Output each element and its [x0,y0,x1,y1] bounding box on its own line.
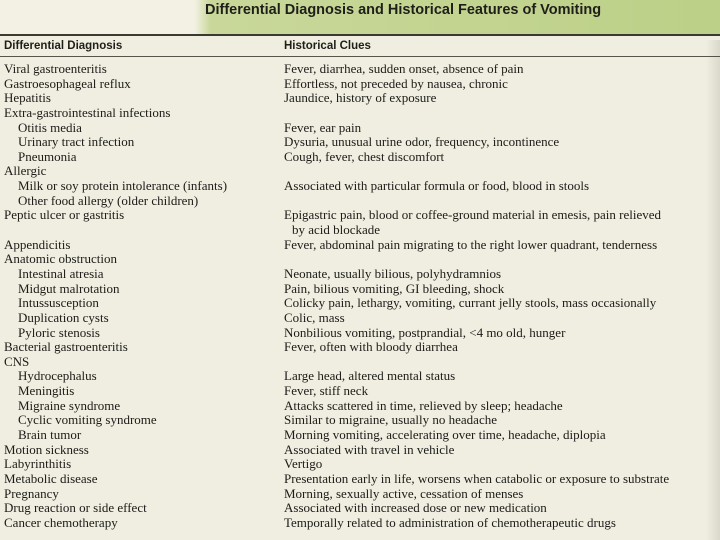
diagnosis-cell: Intestinal atresia [18,265,104,281]
table-row [0,150,720,165]
table-row [0,106,720,121]
table-row [0,516,720,531]
diagnosis-cell: Brain tumor [18,427,82,443]
clues-cell: Pain, bilious vomiting, GI bleeding, shock [284,280,505,296]
table-row [0,326,720,341]
table-row [0,296,720,311]
clues-cell: Jaundice, history of exposure [284,90,437,106]
diagnosis-cell: Anatomic obstruction [4,251,118,267]
diagnosis-cell: Intussusception [18,295,99,311]
clues-cell: Associated with increased dose or new medication [284,500,547,516]
clues-cell: Fever, stiff neck [284,383,369,399]
diagnosis-cell: Motion sickness [4,441,89,457]
table-row [0,77,720,92]
table-row [0,194,720,209]
diagnosis-cell: Viral gastroenteritis [4,61,107,76]
table-row [0,355,720,370]
diagnosis-cell: Appendicitis [4,236,71,252]
diagnosis-cell: Allergic [4,163,47,179]
diagnosis-cell: Milk or soy protein intolerance (infants) [18,178,228,194]
clues-cell: Morning vomiting, accelerating over time, headache, diplopia [284,427,606,443]
table-row [0,91,720,106]
table-row [0,135,720,150]
diagnosis-cell: Labyrinthitis [4,456,72,472]
table-row [0,487,720,502]
diagnosis-cell: Peptic ulcer or gastritis [4,207,125,223]
clues-cell: Vertigo [284,456,323,472]
table-row [0,457,720,472]
table-row [0,179,720,194]
clues-cell: Associated with travel in vehicle [284,441,455,457]
table-row [0,369,720,384]
table-row [0,223,720,238]
diagnosis-cell: Pregnancy [4,485,59,501]
table-row [0,121,720,136]
clues-cell: Dysuria, unusual urine odor, frequency, incontinence [284,134,560,150]
diagnosis-cell: Drug reaction or side effect [4,500,147,516]
column-header-rule [0,56,720,57]
diagnosis-cell: Duplication cysts [18,309,109,325]
diagnosis-cell: Hydrocephalus [18,368,97,384]
table-row [0,267,720,282]
clues-cell: Cough, fever, chest discomfort [284,148,445,164]
table-row [0,164,720,179]
diagnosis-cell: Other food allergy (older children) [18,192,199,208]
diagnosis-cell: Metabolic disease [4,470,98,486]
clues-cell: Effortless, not preceded by nausea, chronic [284,75,508,91]
clues-cell: Nonbilious vomiting, postprandial, <4 mo old, hunger [284,324,566,340]
column-header-diagnosis: Differential Diagnosis [4,40,123,52]
clues-cell: Fever, abdominal pain migrating to the right lower quadrant, tenderness [284,236,658,252]
table-row [0,62,720,77]
clues-cell: Temporally related to administration of chemotherapeutic drugs [284,514,616,530]
diagnosis-cell: Gastroesophageal reflux [4,75,131,91]
clues-cell: Colic, mass [284,309,345,325]
clues-cell: Fever, often with bloody diarrhea [284,339,458,355]
diagnosis-cell: Cyclic vomiting syndrome [18,412,157,428]
table-row [0,428,720,443]
table-row [0,311,720,326]
clues-cell: Neonate, usually bilious, polyhydramnios [284,265,502,281]
diagnosis-cell: Bacterial gastroenteritis [4,339,128,355]
table-row [0,282,720,297]
diagnosis-cell: Urinary tract infection [18,134,135,150]
table-row [0,384,720,399]
diagnosis-cell: Meningitis [18,383,75,399]
clues-cell: Colicky pain, lethargy, vomiting, currant jelly stools, mass occasionally [284,295,657,311]
diagnosis-cell: Hepatitis [4,90,51,106]
clues-cell: Fever, ear pain [284,119,362,135]
diagnosis-cell: Midgut malrotation [18,280,120,296]
clues-cell: Fever, diarrhea, sudden onset, absence of pain [284,61,524,76]
table-row [0,252,720,267]
diagnosis-cell: CNS [4,353,30,369]
header-rule [0,34,720,36]
diagnosis-cell: Migraine syndrome [18,397,121,413]
clues-cell: Associated with particular formula or food, blood in stools [284,178,590,194]
table-row [0,340,720,355]
diagnosis-cell: Pneumonia [18,148,77,164]
table-title: Differential Diagnosis and Historical Features of Vomiting [205,2,602,18]
diagnosis-cell: Cancer chemotherapy [4,514,118,530]
clues-cell: Similar to migraine, usually no headache [284,412,497,428]
column-header-clues: Historical Clues [284,40,371,52]
table-row [0,399,720,414]
table-row [0,208,720,223]
table-row [0,443,720,458]
table-row [0,238,720,253]
table-row [0,501,720,516]
diagnosis-cell: Extra-gastrointestinal infections [4,104,171,120]
diagnosis-cell: Otitis media [18,119,82,135]
clues-cell: by acid blockade [292,222,381,238]
table-row [0,472,720,487]
clues-cell: Presentation early in life, worsens when catabolic or exposure to substrate [284,470,670,486]
table-body [0,62,720,531]
table-row [0,413,720,428]
clues-cell: Epigastric pain, blood or coffee-ground material in emesis, pain relieved [284,207,661,223]
clues-cell: Morning, sexually active, cessation of menses [284,485,524,501]
clues-cell: Attacks scattered in time, relieved by sleep; headache [284,397,563,413]
clues-cell: Large head, altered mental status [284,368,456,384]
page-edge-shadow [706,40,720,540]
diagnosis-cell: Pyloric stenosis [18,324,100,340]
